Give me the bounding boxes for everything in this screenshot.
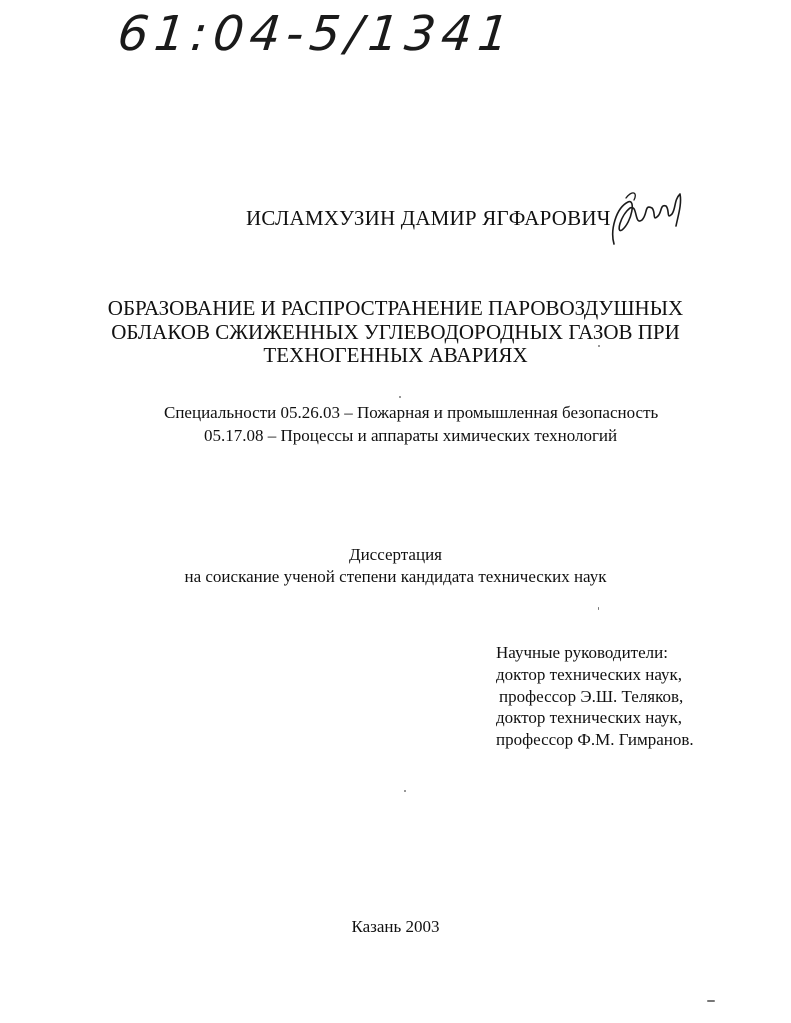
advisor-line-4: профессор Ф.М. Гимранов.	[496, 730, 694, 749]
scan-speck	[399, 396, 401, 398]
city-year: Казань 2003	[351, 917, 440, 936]
dissertation-purpose: на соискание ученой степени кандидата технических наук	[184, 567, 607, 586]
dissertation-title	[0, 297, 791, 368]
advisors-heading: Научные руководители:	[496, 643, 668, 662]
advisor-line-2: профессор Э.Ш. Теляков,	[499, 687, 684, 706]
title-line-1: ОБРАЗОВАНИЕ И РАСПРОСТРАНЕНИЕ ПАРОВОЗДУШНЫХ	[107, 296, 684, 320]
handwritten-archive-code: 61:04-5/1341	[115, 6, 518, 62]
specialty-line-2: 05.17.08 – Процессы и аппараты химических технологий	[204, 426, 618, 445]
dissertation-label: Диссертация	[348, 545, 442, 564]
title-line-2: ОБЛАКОВ СЖИЖЕННЫХ УГЛЕВОДОРОДНЫХ ГАЗОВ ПРИ	[111, 319, 680, 344]
scan-speck	[598, 607, 599, 610]
scan-speck	[598, 345, 600, 347]
title-line-3: ТЕХНОГЕННЫХ АВАРИЯХ	[263, 343, 528, 367]
scan-speck	[707, 1000, 715, 1002]
scan-speck	[404, 790, 406, 792]
advisor-line-1: доктор технических наук,	[496, 665, 683, 684]
signature-icon	[608, 186, 688, 252]
author-name: ИСЛАМХУЗИН ДАМИР ЯГФАРОВИЧ	[246, 206, 611, 230]
specialty-line-1: Специальности 05.26.03 – Пожарная и промышленная безопасность	[164, 403, 659, 422]
advisor-line-3: доктор технических наук,	[496, 708, 683, 727]
